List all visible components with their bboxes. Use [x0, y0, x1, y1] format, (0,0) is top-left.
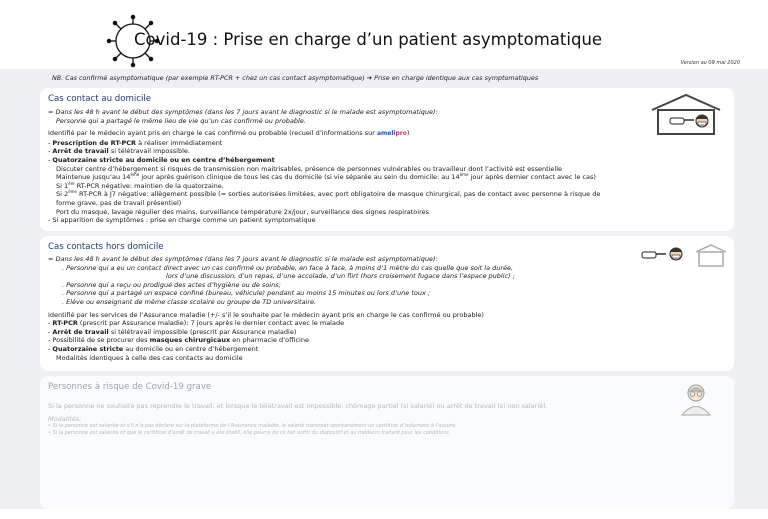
- doctor-icon: [676, 380, 716, 416]
- contact-criteria: . Personne qui a reçu ou prodigué des actes d’hygiène ou de soins;: [62, 280, 281, 289]
- house-icon: [648, 92, 724, 136]
- person-mask-icon: [696, 115, 708, 127]
- mask-line: - Possibilité de se procurer des masques chirurgicaux en pharmacie d’officine: [48, 336, 309, 345]
- symptoms-line: - Si apparition de symptômes : prise en charge comme un patient symptomatique: [48, 216, 316, 225]
- contact-criteria: . Personne qui a partagé un espace confiné (bureau, véhicule) pendant au moins 15 minutes ou lors d’une toux ;: [62, 289, 431, 298]
- section-home-contact: [40, 88, 734, 231]
- quarantine-detail: Port du masque, lavage régulier des mains, surveillance température 2x/jour, surveillance des signes respiratoires: [56, 207, 429, 216]
- identified-line: Identifié par les services de l’Assurance maladie (+/- s’il le souhaite par le médecin ayant pris en charge le cas confirmé ou probable): [48, 310, 484, 319]
- nb-note: NB. Cas confirmé asymptomatique (par exemple RT-PCR + chez un cas contact asymptomatique) ➔ Prise en charge identique aux cas symptomatiques: [52, 74, 539, 82]
- hand-pointing-icon: [642, 252, 666, 258]
- quarantine-line: - Quatorzaine stricte au domicile ou en centre d’hébergement: [48, 344, 259, 353]
- quarantine-detail: Maintenue jusqu’au 14ème jour après guérison clinique de tous les cas du domicile (si vie séparée au sein du domicile: au 14ème jour après dernier contact avec le cas): [56, 172, 596, 182]
- quarantine-detail: Discuter centre d’hébergement si risques de transmission non maitrisables, présence de personnes vulnérables ou travailleur dont l’activité est essentielle: [56, 164, 563, 173]
- pcr-line: - Prescription de RT-PCR à réaliser immédiatement: [48, 138, 223, 147]
- section-title: Cas contact au domicile: [48, 94, 152, 104]
- ameli-pro-logo: amelipro: [376, 130, 407, 138]
- quarantine-detail: Si 2ème RT-PCR à J7 négative: allègement possible (= sorties autorisées limitées, avec port obligatoire de masque chirurgical, pas de contact avec personne à risque de: [56, 189, 601, 199]
- contact-criteria: lors d’une discussion, d’un repas, d’une accolade, d’un flirt (hors croisement fugace dans l’espace public) ;: [166, 272, 515, 281]
- risk-text: • Si la personne est salariée et s’il n’a pas déclaré sur la plateforme de l’Assurance maladie, le salarié transmet spontanément un certificat d’isolement à l’assuré.: [48, 423, 457, 430]
- intro-text: = Dans les 48 h avant le début des symptômes (dans les 7 jours avant le diagnostic si le malade est asymptomatique):: [48, 255, 438, 263]
- risk-text: • Si la personne est salariée et que le certificat d’arrêt de travail a été établi, elle pourra de ce fait sortir du dispositif et au médecin traitant pour les conditions: [48, 430, 449, 437]
- section-title: Cas contacts hors domicile: [48, 242, 164, 252]
- page-title: Covid-19 : Prise en charge d’un patient asymptomatique: [134, 30, 603, 49]
- contact-criteria: . Elève ou enseignant de même classe scolaire ou groupe de TD universitaire.: [62, 297, 317, 306]
- house-icon: [640, 242, 730, 268]
- intro-text: = Dans les 48 h avant le début des symptômes (dans les 7 jours avant le diagnostic si le malade est asymptomatique):: [48, 108, 438, 116]
- work-line: - Arrêt de travail si télétravail impossible (prescrit par Assurance maladie): [48, 327, 297, 336]
- quarantine-detail: Modalités identiques à celle des cas contacts au domicile: [56, 353, 243, 362]
- work-line: - Arrêt de travail si télétravail impossible.: [48, 147, 190, 156]
- contact-criteria: . Personne qui a eu un contact direct avec un cas confirmé ou probable, en face à face, à moins d’1 mètre du cas quelle que soit la durée,: [62, 263, 514, 272]
- risk-text: Si la personne ne souhaite pas reprendre le travail, et lorsque le télétravail est impossible: chômage partiel (si salarié) ou arrêt de travail (si non salarié).: [48, 402, 548, 410]
- person-mask-icon: [670, 248, 682, 260]
- risk-text: Modalités:: [48, 414, 82, 423]
- quarantine-line: - Quatorzaine stricte au domicile ou en centre d’hébergement: [48, 155, 275, 164]
- hand-pointing-icon: [670, 118, 694, 124]
- section-risk-persons: [40, 376, 734, 509]
- section-title: Personnes à risque de Covid-19 grave: [48, 382, 212, 392]
- quarantine-detail: forme grave, pas de travail présentiel): [56, 198, 182, 207]
- version-date: Version au 09 mai 2020: [680, 60, 740, 66]
- quarantine-detail: Si 1ère RT-PCR négative: maintien de la quatorzaine.: [56, 180, 224, 190]
- pcr-line: - RT-PCR (prescrit par Assurance maladie): 7 jours après le dernier contact avec le malade: [48, 319, 345, 328]
- section-outside-contact: [40, 236, 734, 371]
- intro-text: Personne qui a partagé le même lieu de vie qu’un cas confirmé ou probable.: [56, 116, 306, 125]
- identified-line: Identifié par le médecin ayant pris en charge le cas confirmé ou probable (recueil d’informations sur amelipro): [48, 129, 410, 138]
